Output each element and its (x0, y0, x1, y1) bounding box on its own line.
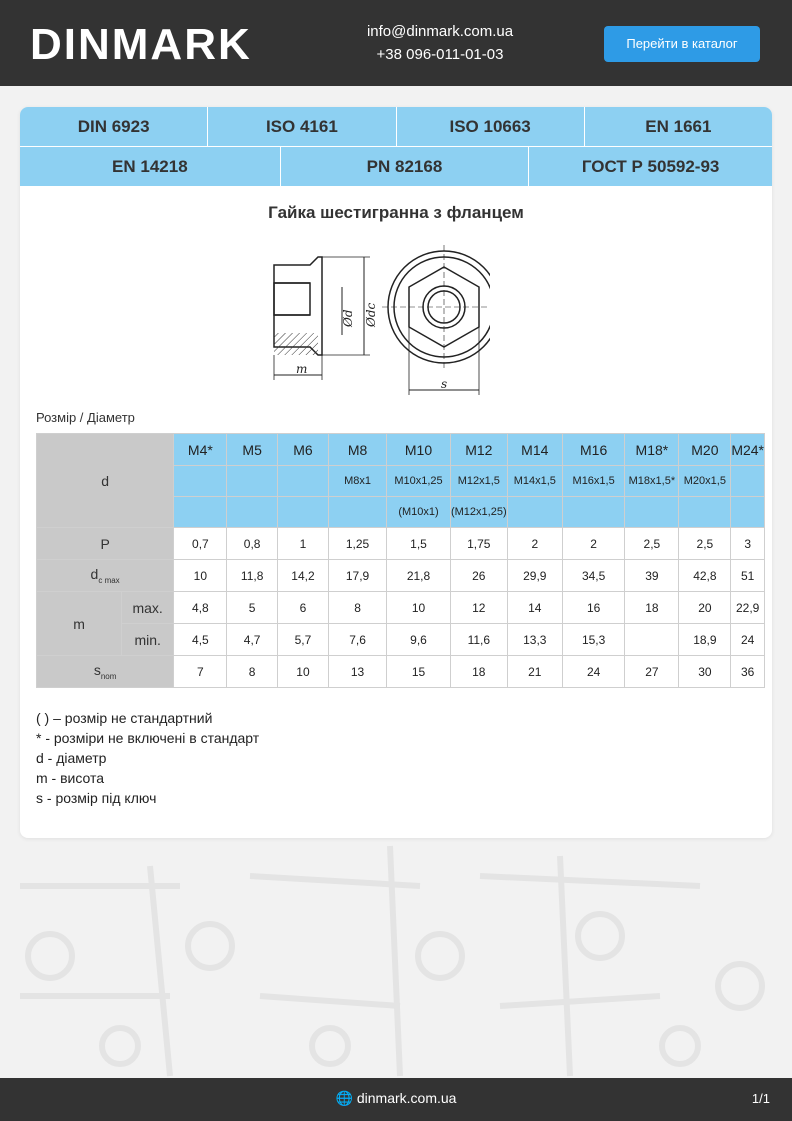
alt-thread-cell: (M10x1) (387, 497, 451, 528)
site-header (0, 0, 792, 86)
pitch-cell: 2 (507, 528, 562, 560)
table-row-m-min (37, 624, 765, 656)
fine-thread-cell: M18x1,5* (625, 466, 679, 497)
dc-subscript: c max (98, 575, 120, 585)
globe-icon: 🌐 (335, 1090, 353, 1106)
m-max-cell: 8 (329, 592, 387, 624)
fine-thread-cell: M14x1,5 (507, 466, 562, 497)
s-cell: 27 (625, 656, 679, 688)
standard-cell: EN 1661 (585, 107, 772, 147)
m-min-cell: 11,6 (450, 624, 507, 656)
m-max-cell: 4,8 (174, 592, 227, 624)
alt-thread-cell (507, 497, 562, 528)
notes (36, 708, 259, 808)
alt-thread-cell (625, 497, 679, 528)
alt-thread-cell (679, 497, 731, 528)
size-header-cell: M18* (625, 434, 679, 466)
s-cell: 30 (679, 656, 731, 688)
dc-cell: 26 (450, 560, 507, 592)
s-cell: 15 (387, 656, 451, 688)
s-dimension-label: s (441, 377, 448, 391)
nut-technical-drawing (260, 245, 490, 400)
pitch-cell: 1,75 (450, 528, 507, 560)
dc-cell: 17,9 (329, 560, 387, 592)
standard-cell: DIN 6923 (20, 107, 208, 147)
m-min-cell: 7,6 (329, 624, 387, 656)
row-label-dc: $d_{c max}$ (37, 560, 174, 592)
size-caption: Розмір / Діаметр (36, 410, 135, 425)
size-header-cell: M6 (277, 434, 328, 466)
standard-cell: PN 82168 (281, 147, 530, 187)
m-min-cell: 15,3 (562, 624, 624, 656)
dc-cell: 10 (174, 560, 227, 592)
note-line: m - висота (36, 770, 105, 786)
alt-thread-cell (174, 497, 227, 528)
s-cell: 7 (174, 656, 227, 688)
size-header-cell: M5 (227, 434, 277, 466)
row-label-m: m (37, 592, 122, 656)
standard-cell: EN 14218 (20, 147, 281, 187)
product-title: Гайка шестигранна з фланцем (268, 203, 524, 222)
size-header-cell: M12 (450, 434, 507, 466)
row-label-m-max: max. (122, 592, 174, 624)
standards-row-1 (20, 107, 772, 147)
table-row-m-max (37, 592, 765, 624)
fine-thread-cell: M20x1,5 (679, 466, 731, 497)
alt-thread-cell (329, 497, 387, 528)
footer-site-link[interactable] (0, 1090, 792, 1107)
email-link[interactable]: info@dinmark.com.ua (366, 23, 514, 40)
row-label-m-min: min. (122, 624, 174, 656)
pitch-cell: 1,25 (329, 528, 387, 560)
standard-cell: ISO 4161 (208, 107, 396, 147)
table-row-pitch (37, 528, 765, 560)
s-cell: 24 (562, 656, 624, 688)
standard-cell: ISO 10663 (397, 107, 585, 147)
m-max-cell: 12 (450, 592, 507, 624)
fine-thread-cell (174, 466, 227, 497)
pitch-cell: 2,5 (679, 528, 731, 560)
note-line: d - діаметр (36, 750, 107, 766)
dc-cell: 51 (731, 560, 765, 592)
fine-thread-cell (731, 466, 765, 497)
contacts (340, 20, 540, 66)
m-min-cell: 13,3 (507, 624, 562, 656)
row-label-s: $s_{nom}$ (37, 656, 174, 688)
size-header-cell: M4* (174, 434, 227, 466)
note-line: s - розмір під ключ (36, 790, 157, 806)
alt-thread-cell (731, 497, 765, 528)
fine-thread-cell: M10x1,25 (387, 466, 451, 497)
pitch-cell: 2,5 (625, 528, 679, 560)
d-dimension-label: Ød (341, 309, 355, 327)
m-dimension-label: m (296, 362, 308, 376)
phone-link[interactable]: +38 096-011-01-03 (376, 46, 504, 63)
size-header-cell: M16 (562, 434, 624, 466)
dc-cell: 34,5 (562, 560, 624, 592)
m-max-cell: 20 (679, 592, 731, 624)
m-max-cell: 10 (387, 592, 451, 624)
size-header-cell: M20 (679, 434, 731, 466)
pitch-cell: 3 (731, 528, 765, 560)
size-header-cell: M10 (387, 434, 451, 466)
m-min-cell (625, 624, 679, 656)
fine-thread-cell: M16x1,5 (562, 466, 624, 497)
product-card (20, 107, 772, 838)
alt-thread-cell (562, 497, 624, 528)
m-min-cell: 5,7 (277, 624, 328, 656)
m-max-cell: 14 (507, 592, 562, 624)
table-row-s (37, 656, 765, 688)
m-max-cell: 18 (625, 592, 679, 624)
m-min-cell: 18,9 (679, 624, 731, 656)
size-header-cell: M8 (329, 434, 387, 466)
m-max-cell: 6 (277, 592, 328, 624)
dc-cell: 29,9 (507, 560, 562, 592)
s-cell: 10 (277, 656, 328, 688)
size-header-cell: M14 (507, 434, 562, 466)
pitch-cell: 1 (277, 528, 328, 560)
s-cell: 21 (507, 656, 562, 688)
page-number: 1/1 (751, 1091, 770, 1106)
m-max-cell: 22,9 (731, 592, 765, 624)
pitch-cell: 0,7 (174, 528, 227, 560)
table-row-size (37, 434, 765, 466)
catalog-button[interactable]: Перейти в каталог (604, 26, 760, 62)
dc-cell: 42,8 (679, 560, 731, 592)
dc-cell: 21,8 (387, 560, 451, 592)
s-subscript: nom (100, 671, 117, 681)
pitch-cell: 0,8 (227, 528, 277, 560)
row-label-p: P (37, 528, 174, 560)
dc-cell: 14,2 (277, 560, 328, 592)
dimensions-table (36, 433, 765, 688)
s-cell: 18 (450, 656, 507, 688)
m-min-cell: 9,6 (387, 624, 451, 656)
fine-thread-cell (227, 466, 277, 497)
m-min-cell: 24 (731, 624, 765, 656)
alt-thread-cell (277, 497, 328, 528)
fine-thread-cell: M12x1,5 (450, 466, 507, 497)
m-min-cell: 4,5 (174, 624, 227, 656)
fine-thread-cell: M8x1 (329, 466, 387, 497)
footer-site-text: dinmark.com.ua (356, 1090, 457, 1106)
pitch-cell: 2 (562, 528, 624, 560)
m-max-cell: 16 (562, 592, 624, 624)
note-line: ( ) – розмір не стандартний (36, 710, 213, 726)
fine-thread-cell (277, 466, 328, 497)
svg-text:DINMARK: DINMARK (30, 22, 252, 64)
row-label-d: d (37, 434, 174, 528)
m-max-cell: 5 (227, 592, 277, 624)
m-min-cell: 4,7 (227, 624, 277, 656)
s-cell: 36 (731, 656, 765, 688)
note-line: * - розміри не включені в стандарт (36, 730, 260, 746)
alt-thread-cell (227, 497, 277, 528)
site-footer (0, 1078, 792, 1121)
table-row-dc (37, 560, 765, 592)
alt-thread-cell: (M12x1,25) (450, 497, 507, 528)
s-cell: 13 (329, 656, 387, 688)
standard-cell: ГОСТ Р 50592-93 (529, 147, 772, 187)
pitch-cell: 1,5 (387, 528, 451, 560)
standards-row-2 (20, 147, 772, 187)
size-header-cell: M24* (731, 434, 765, 466)
dc-dimension-label: Ødc (364, 302, 378, 327)
dc-cell: 11,8 (227, 560, 277, 592)
s-cell: 8 (227, 656, 277, 688)
dc-cell: 39 (625, 560, 679, 592)
dinmark-logo[interactable] (30, 22, 275, 64)
